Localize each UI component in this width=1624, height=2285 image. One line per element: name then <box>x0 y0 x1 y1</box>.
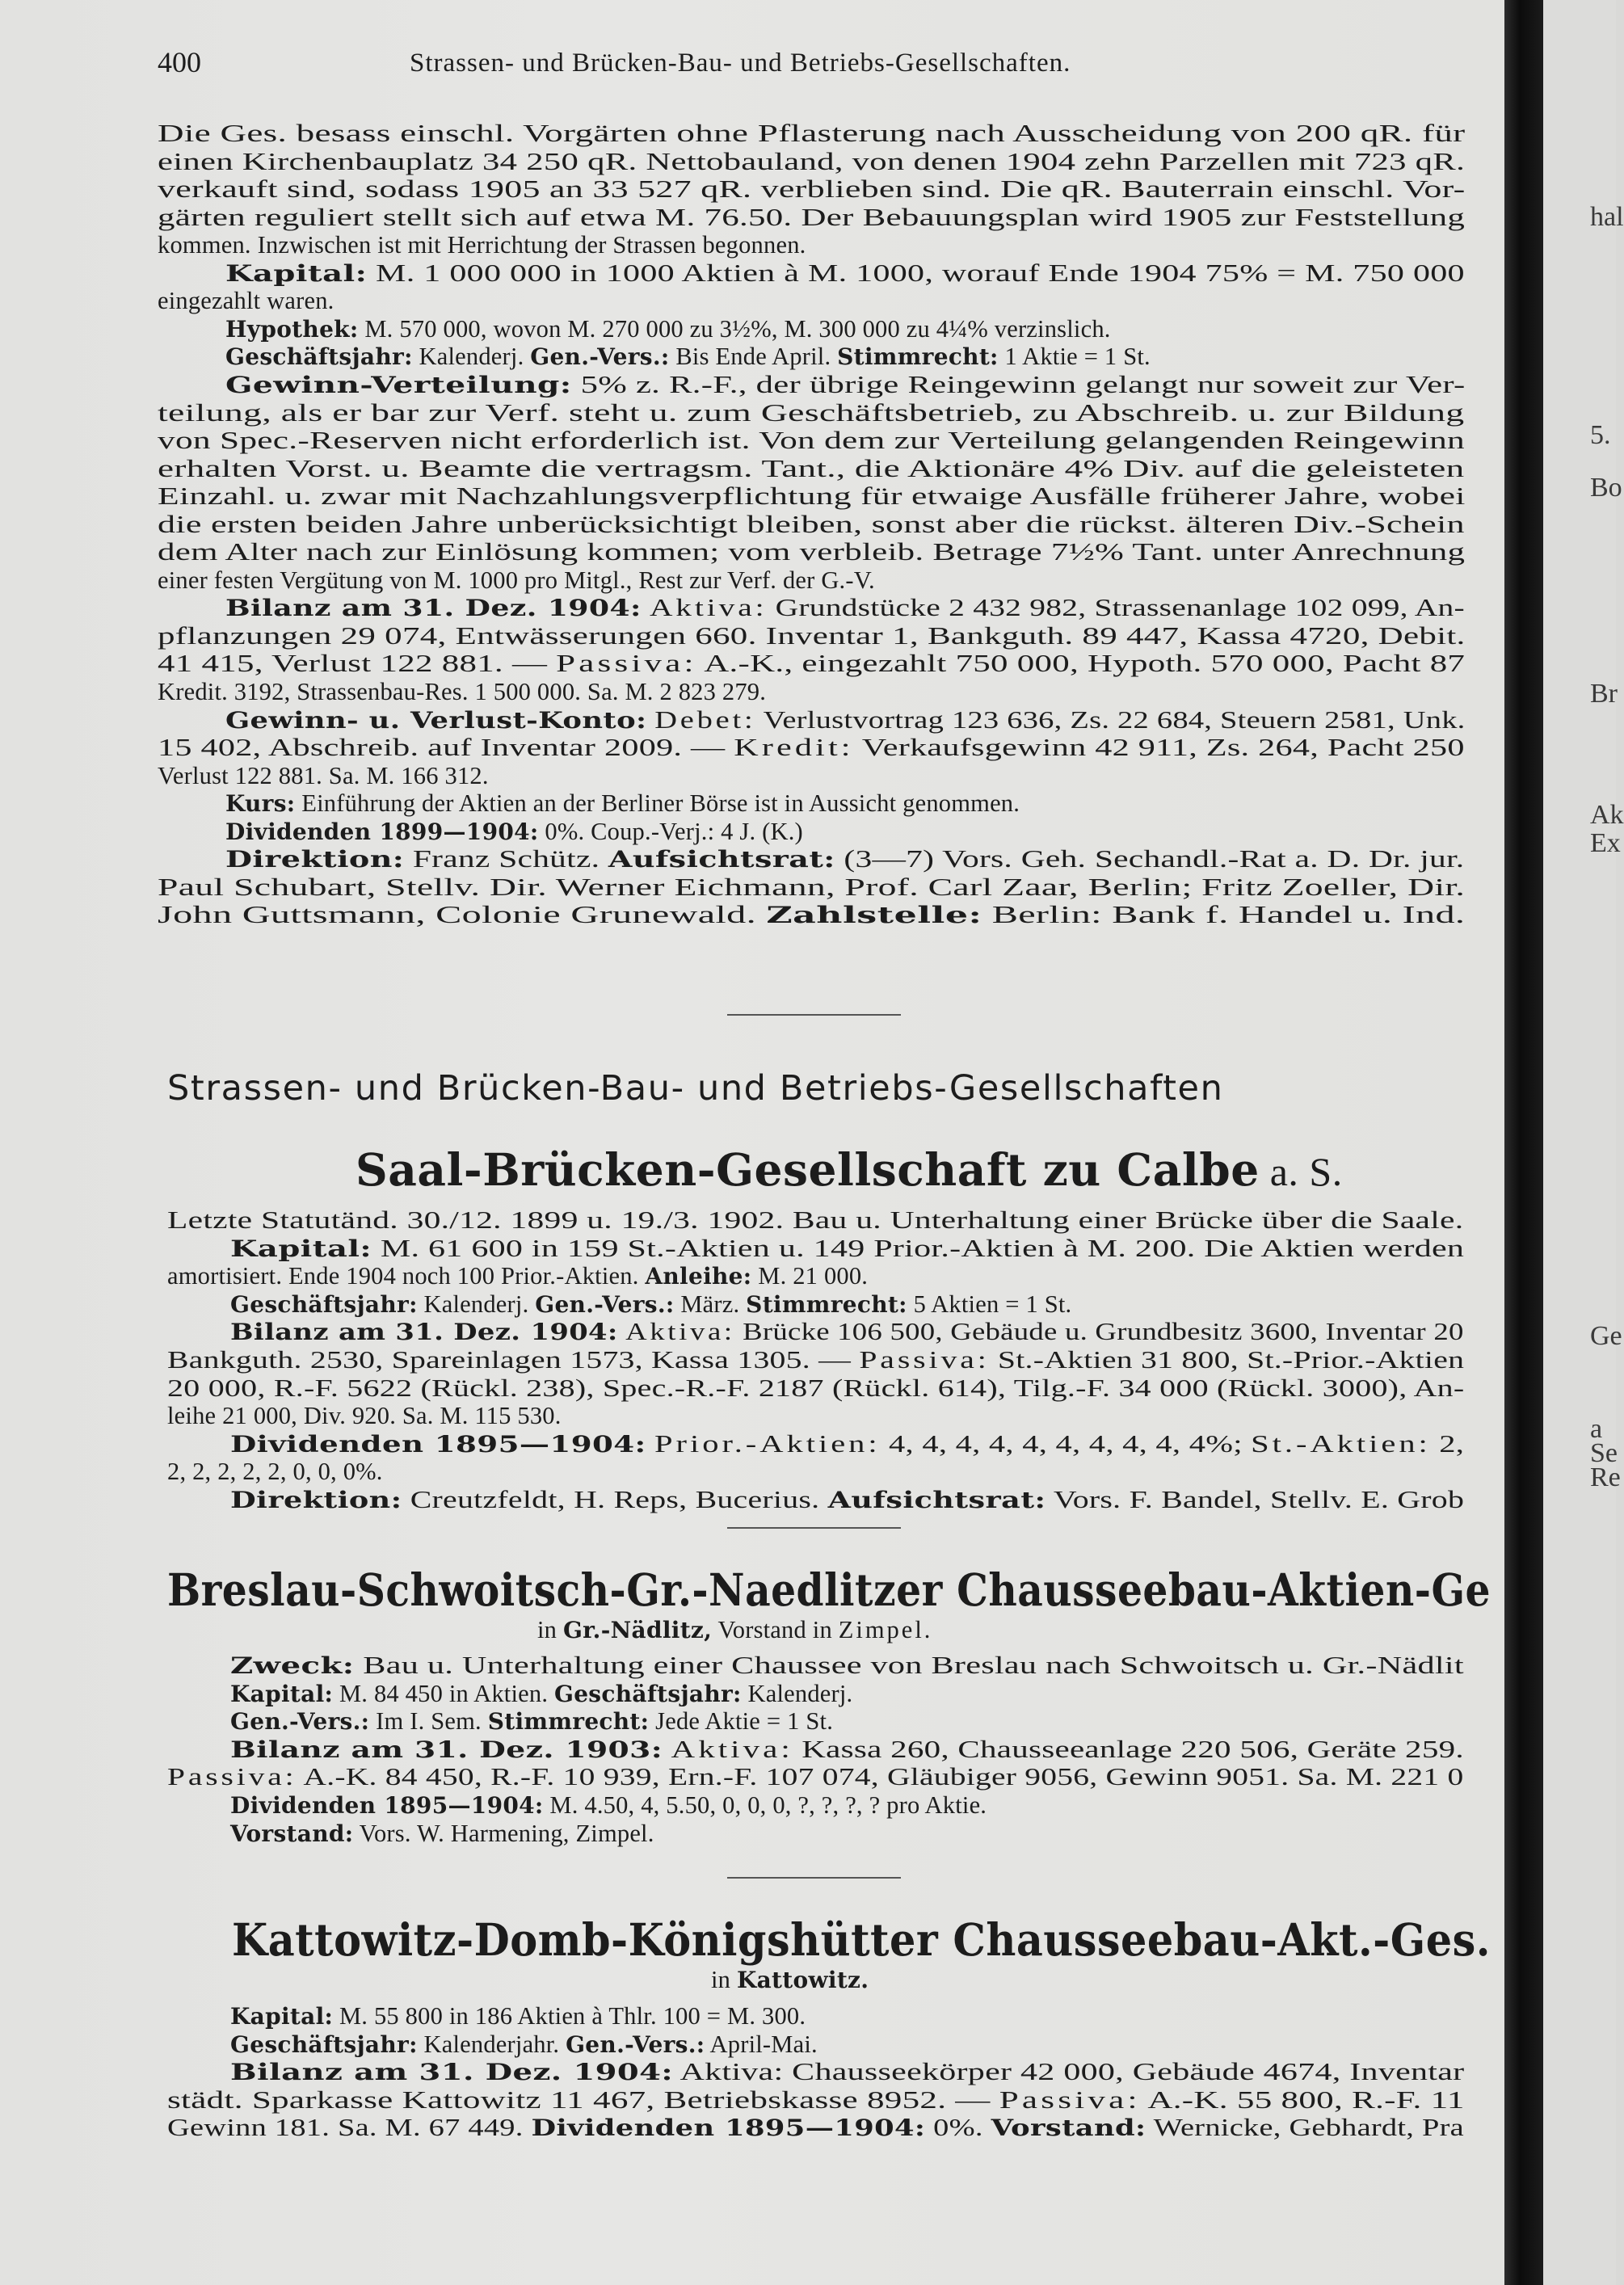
spaced-label: Aktiva: <box>671 1735 793 1763</box>
field-label: Kapital: <box>230 1680 334 1707</box>
spaced-label: Kredit: <box>734 734 854 762</box>
text-line <box>158 538 1465 566</box>
text-line <box>167 1346 1464 1374</box>
field-label: Gen.-Vers.: <box>535 1290 675 1318</box>
text-line <box>230 1791 987 1820</box>
text-run: Jede Aktie = 1 St. <box>649 1707 834 1736</box>
text-run: A.-K. 55 800, R.-F. 11 <box>1140 2085 1465 2114</box>
text-run: Vors. F. Bandel, Stellv. E. Grob <box>1046 1486 1465 1513</box>
text-run: Brücke 106 500, Gebäude u. Grundbesitz 3600, Inventar 20 <box>734 1318 1464 1346</box>
field-label: Kapital: <box>230 2003 334 2030</box>
text-run: St.-Aktien 31 800, St.-Prior.-Aktien <box>989 1346 1465 1374</box>
text-run: amortisiert. Ende 1904 noch 100 Prior.-Aktien. <box>167 1262 646 1290</box>
text-line <box>230 1290 1071 1319</box>
text-line <box>158 175 1466 203</box>
text-run: gärten reguliert stellt sich auf etwa M. 76.50. Der Bebauungsplan wird 1905 zur Feststellung <box>158 203 1466 231</box>
entry-divider <box>727 1527 901 1529</box>
text-run: Verlustvortrag 123 636, Zs. 22 684, Steuern 2581, Unk. <box>755 705 1466 734</box>
text-line <box>158 734 1465 761</box>
text-line <box>167 1206 1463 1234</box>
field-label: Bilanz am 31. Dez. 1903: <box>230 1736 663 1763</box>
field-label: Anleihe: <box>645 1263 752 1290</box>
field-label: Aufsichtsrat: <box>608 846 835 873</box>
field-label: Direktion: <box>225 846 405 873</box>
spaced-label: Passiva: <box>167 1763 297 1791</box>
text-line <box>158 678 766 705</box>
field-label: Zweck: <box>230 1652 355 1679</box>
text-run: 5 Aktien = 1 St. <box>907 1290 1072 1318</box>
field-label: Hypothek: <box>225 315 359 343</box>
text-run <box>646 1430 654 1458</box>
text-run: Kredit. 3192, Strassenbau-Res. 1 500 000. Sa. M. 2 823 279. <box>158 678 767 705</box>
field-label: Bilanz am 31. Dez. 1904: <box>225 595 642 622</box>
text-run: Creutzfeldt, H. Reps, Bucerius. <box>402 1486 828 1513</box>
text-run: kommen. Inzwischen ist mit Herrichtung der Strassen begonnen. <box>158 231 806 259</box>
text-run: 41 415, Verlust 122 881. — <box>158 650 557 678</box>
spaced-label: Zimpel. <box>838 1616 933 1643</box>
company-location: a. S. <box>1259 1149 1343 1194</box>
spaced-label: Prior.-Aktien: <box>654 1429 881 1458</box>
text-run: 0%. <box>925 2114 991 2142</box>
company-name: Kattowitz-Domb-Königshütter Chausseebau-Akt.-Ges. <box>232 1913 1491 1966</box>
text-run: 20 000, R.-F. 5622 (Rückl. 238), Spec.-R.-F. 2187 (Rückl. 614), Tilg.-F. 34 000 (Rückl. 3000), An- <box>167 1374 1465 1402</box>
text-run: Bis Ende April. <box>669 343 838 371</box>
text-run: 2, 2, 2, 2, 2, 0, 0, 0%. <box>167 1458 383 1486</box>
field-label: Gen.-Vers.: <box>530 343 670 371</box>
text-run: Kalenderj. <box>412 343 531 371</box>
text-run: Aktiva: Chausseekörper 42 000, Gebäude 4674, Inventar <box>673 2058 1465 2086</box>
text-run: Einführung der Aktien an der Berliner Börse ist in Aussicht genommen. <box>295 789 1020 818</box>
text-run: Kalenderjahr. <box>417 2030 566 2058</box>
text-line <box>158 204 1465 231</box>
text-run: Vors. W. Harmening, Zimpel. <box>353 1819 654 1847</box>
text-line <box>158 399 1464 427</box>
adjacent-page-text: a <box>1590 1414 1603 1444</box>
text-run: 15 402, Abschreib. auf Inventar 2009. — <box>158 734 734 762</box>
text-line <box>230 2030 818 2059</box>
text-line <box>167 1763 1463 1791</box>
text-run: M. 21 000. <box>751 1262 869 1290</box>
field-label: Geschäftsjahr: <box>553 1680 742 1707</box>
field-label: Dividenden 1895—1904: <box>230 1792 544 1819</box>
text-line <box>225 343 1151 371</box>
text-line <box>230 2058 1464 2086</box>
field-label: Kapital: <box>230 1235 372 1262</box>
text-run: A.-K. 84 450, R.-F. 10 939, Ern.-F. 107 074, Gläubiger 9056, Gewinn 9051. Sa. M. 221 0 <box>297 1763 1464 1791</box>
field-label: Vorstand: <box>991 2115 1146 2142</box>
text-run: in <box>537 1616 563 1643</box>
text-run: teilung, als er bar zur Verf. steht u. zum Geschäftsbetrieb, zu Abschreib. u. zur Bildung <box>158 398 1465 427</box>
text-line <box>230 1652 1464 1680</box>
text-line <box>158 622 1466 650</box>
field-label: Zahlstelle: <box>766 902 982 929</box>
text-run: Grundstücke 2 432 982, Strassenanlage 102 099, An- <box>767 594 1465 622</box>
text-line <box>225 706 1466 734</box>
text-run: von Spec.-Reserven nicht erforderlich ist. Von dem zur Verteilung gelangenden Reingewinn <box>158 427 1465 455</box>
text-line <box>158 566 875 594</box>
text-run: M. 570 000, wovon M. 270 000 zu 3½%, M. 300 000 zu 4¼% verzinslich. <box>358 314 1111 343</box>
text-line <box>230 1707 833 1736</box>
adjacent-page-edge <box>1543 0 1624 2285</box>
text-line <box>158 427 1465 454</box>
text-run: Paul Schubart, Stellv. Dir. Werner Eichmann, Prof. Carl Zaar, Berlin; Fritz Zoeller, Dir. <box>158 873 1466 901</box>
field-label: Kattowitz. <box>736 1967 869 1993</box>
text-run: M. 4.50, 4, 5.50, 0, 0, 0, ?, ?, ?, ? pro Aktie. <box>543 1791 987 1819</box>
text-run: 1 Aktie = 1 St. <box>998 343 1151 371</box>
text-run: 0%. Coup.-Verj.: 4 J. (K.) <box>538 817 803 845</box>
field-label: Dividenden 1895—1904: <box>230 1430 646 1458</box>
field-label: Geschäftsjahr: <box>230 2030 418 2058</box>
text-run: Einzahl. u. zwar mit Nachzahlungsverpflichtung für etwaige Ausfälle früherer Jahre, wobei <box>158 482 1466 511</box>
text-run: in <box>711 1966 737 1993</box>
text-line <box>537 1616 932 1644</box>
text-line <box>158 231 806 259</box>
field-label: Stimmrecht: <box>746 1290 907 1318</box>
text-line <box>158 455 1464 482</box>
text-line <box>158 120 1465 147</box>
field-label: Bilanz am 31. Dez. 1904: <box>230 2059 674 2086</box>
text-run: Wernicke, Gebhardt, Pra <box>1146 2114 1464 2142</box>
text-line <box>225 259 1465 288</box>
text-line <box>167 1374 1464 1402</box>
page-header <box>158 45 1491 86</box>
spaced-label: Passiva: <box>859 1346 990 1374</box>
text-run: erhalten Vorst. u. Beamte die vertragsm. Tant., die Aktionäre 4% Div. auf die geleisteten <box>158 454 1465 482</box>
text-run <box>642 594 650 621</box>
text-run: dem Alter nach zur Einlösung kommen; vom verbleib. Betrage 7½% Tant. unter Anrechnung <box>158 538 1466 566</box>
text-line <box>167 2086 1465 2114</box>
text-line <box>158 511 1465 538</box>
text-run: Verlust 122 881. Sa. M. 166 312. <box>158 761 489 789</box>
field-label: Gen.-Vers.: <box>230 1708 370 1736</box>
adjacent-page-text: Bo <box>1590 473 1622 503</box>
spaced-label: Debet: <box>654 705 756 734</box>
field-label: Direktion: <box>230 1487 402 1513</box>
text-line <box>230 1235 1464 1263</box>
text-run: einen Kirchenbauplatz 34 250 qR. Nettobauland, von denen 1904 zehn Parzellen mit 723 qR. <box>158 147 1466 175</box>
text-run: Franz Schütz. <box>404 845 608 873</box>
adjacent-page-text: hal <box>1590 202 1624 232</box>
adjacent-page-text: Ak <box>1590 800 1624 830</box>
text-line <box>158 901 1465 929</box>
field-label: Gewinn- u. Verlust-Konto: <box>225 706 647 734</box>
text-run: M. 84 450 in Aktien. <box>333 1679 554 1707</box>
text-line <box>230 1486 1464 1514</box>
book-binding <box>1504 0 1543 2285</box>
text-run: Gewinn 181. Sa. M. 67 449. <box>167 2114 532 2142</box>
text-run: städt. Sparkasse Kattowitz 11 467, Betriebskasse 8952. — <box>167 2085 999 2114</box>
field-label: Stimmrecht: <box>487 1708 650 1736</box>
text-run: eingezahlt waren. <box>158 287 334 315</box>
text-run: Kalenderj. <box>741 1679 853 1707</box>
field-label: Dividenden 1895—1904: <box>531 2115 926 2142</box>
field-label: Stimmrecht: <box>837 343 999 371</box>
field-label: Gr.-Nädlitz, <box>562 1617 713 1643</box>
text-run: M. 1 000 000 in 1000 Aktien à M. 1000, worauf Ende 1904 75% = M. 750 000 <box>367 259 1465 287</box>
text-run: Vorstand in <box>712 1616 839 1643</box>
company-title <box>232 1913 1491 1966</box>
text-line <box>225 594 1465 622</box>
spaced-label: St.-Aktien: <box>1251 1429 1431 1458</box>
text-line <box>711 1966 869 1994</box>
field-label: Gen.-Vers.: <box>566 2030 705 2058</box>
text-line <box>230 1820 654 1848</box>
text-line <box>225 789 1020 818</box>
text-line <box>225 845 1464 873</box>
text-run: M. 55 800 in 186 Aktien à Thlr. 100 = M. 300. <box>333 2002 806 2030</box>
text-line <box>230 1680 852 1708</box>
text-run <box>663 1736 671 1763</box>
text-run: Letzte Statutänd. 30./12. 1899 u. 19./3. 1902. Bau u. Unterhaltung einer Brücke über die Saale. <box>167 1206 1464 1234</box>
text-line <box>158 482 1466 510</box>
text-run: pflanzungen 29 074, Entwässerungen 660. Inventar 1, Bankguth. 89 447, Kassa 4720, Debit. <box>158 621 1466 650</box>
spaced-label: Passiva: <box>999 2085 1141 2114</box>
text-run: die ersten beiden Jahre unberücksichtigt bleiben, sonst aber die rückst. älteren Div.-Schein <box>158 510 1465 538</box>
field-label: Vorstand: <box>230 1820 354 1847</box>
entry-divider <box>727 1877 901 1879</box>
text-line <box>167 1402 562 1429</box>
field-label: Geschäftsjahr: <box>225 343 413 371</box>
text-line <box>158 148 1465 175</box>
text-run: (3—7) Vors. Geh. Sechandl.-Rat a. D. Dr. jur. <box>835 845 1465 873</box>
text-run: einer festen Vergütung von M. 1000 pro Mitgl., Rest zur Verf. der G.-V. <box>158 566 875 594</box>
spaced-label: Aktiva: <box>625 1318 735 1346</box>
text-line <box>158 762 489 789</box>
company-name: Breslau-Schwoitsch-Gr.-Naedlitzer Chausseebau-Aktien-Ge <box>167 1563 1491 1616</box>
field-label: Gewinn-Verteilung: <box>225 371 572 398</box>
text-run: Kassa 260, Chausseeanlage 220 506, Geräte 259. <box>793 1735 1464 1763</box>
text-line <box>230 1736 1464 1764</box>
company-name: Saal-Brücken-Gesellschaft zu Calbe <box>356 1143 1260 1196</box>
field-label: Dividenden 1899—1904: <box>225 818 539 845</box>
text-run: 5% z. R.-F., der übrige Reingewinn gelangt nur soweit zur Ver- <box>571 370 1466 398</box>
text-line <box>167 2114 1464 2142</box>
text-line <box>225 371 1466 399</box>
entry-divider <box>727 1014 901 1016</box>
spaced-label: Passiva: <box>556 650 697 678</box>
text-run: Die Ges. besass einschl. Vorgärten ohne Pflasterung nach Ausscheidung von 200 qR. für <box>158 120 1466 147</box>
text-run: Im I. Sem. <box>369 1707 488 1736</box>
text-run: Bau u. Unterhaltung einer Chaussee von Breslau nach Schwoitsch u. Gr.-Nädlit <box>354 1652 1464 1679</box>
field-label: Bilanz am 31. Dez. 1904: <box>230 1319 618 1346</box>
text-run: Bankguth. 2530, Spareinlagen 1573, Kassa 1305. — <box>167 1346 860 1374</box>
text-run: John Guttsmann, Colonie Grunewald. <box>158 901 767 929</box>
adjacent-page-text: 5. <box>1590 420 1611 450</box>
text-run: M. 61 600 in 159 St.-Aktien u. 149 Prior.-Aktien à M. 200. Die Aktien werden <box>372 1234 1465 1262</box>
company-title <box>167 1563 1491 1616</box>
company-title <box>356 1143 1343 1196</box>
text-line <box>225 818 803 846</box>
page-number: 400 <box>158 46 201 78</box>
text-run: 4, 4, 4, 4, 4, 4, 4, 4, 4, 4%; <box>880 1429 1252 1458</box>
field-label: Aufsichtsrat: <box>827 1487 1046 1513</box>
text-run: Kalenderj. <box>417 1290 536 1318</box>
adjacent-page-text: Se <box>1590 1438 1618 1468</box>
field-label: Geschäftsjahr: <box>230 1290 418 1318</box>
running-head: Strassen- und Brücken-Bau- und Betriebs-Gesellschaften. <box>410 48 1071 78</box>
text-line <box>230 2002 806 2030</box>
section-title: Strassen- und Brücken-Bau- und Betriebs-Gesellschaften <box>167 1068 1224 1109</box>
text-line <box>158 873 1465 901</box>
text-run: A.-K., eingezahlt 750 000, Hypoth. 570 000, Pacht 87 <box>696 650 1466 678</box>
text-line <box>225 315 1111 343</box>
text-run <box>618 1318 625 1345</box>
adjacent-page-text: Br <box>1590 679 1618 709</box>
adjacent-page-text: Ge <box>1590 1321 1622 1351</box>
field-label: Kapital: <box>225 259 368 287</box>
text-line <box>230 1318 1464 1346</box>
spaced-label: Aktiva: <box>649 594 768 622</box>
text-run: verkauft sind, sodass 1905 an 33 527 qR. verblieben sind. Die qR. Bauterrain einschl. Vor- <box>158 175 1466 204</box>
text-run: 2, <box>1430 1429 1465 1458</box>
text-run: März. <box>674 1290 747 1318</box>
text-line <box>158 650 1465 677</box>
text-run: Verkaufsgewinn 42 911, Zs. 264, Pacht 250 <box>853 734 1465 762</box>
field-label: Kurs: <box>225 790 296 818</box>
text-line <box>230 1430 1464 1458</box>
adjacent-page-text: Re <box>1590 1462 1621 1492</box>
adjacent-page-text: Ex <box>1590 828 1621 858</box>
text-run: leihe 21 000, Div. 920. Sa. M. 115 530. <box>167 1402 562 1430</box>
text-line <box>167 1458 383 1485</box>
text-line <box>167 1262 868 1290</box>
text-run: April-Mai. <box>705 2030 818 2058</box>
text-line <box>158 287 334 314</box>
text-run: Berlin: Bank f. Handel u. Ind. <box>982 901 1466 929</box>
